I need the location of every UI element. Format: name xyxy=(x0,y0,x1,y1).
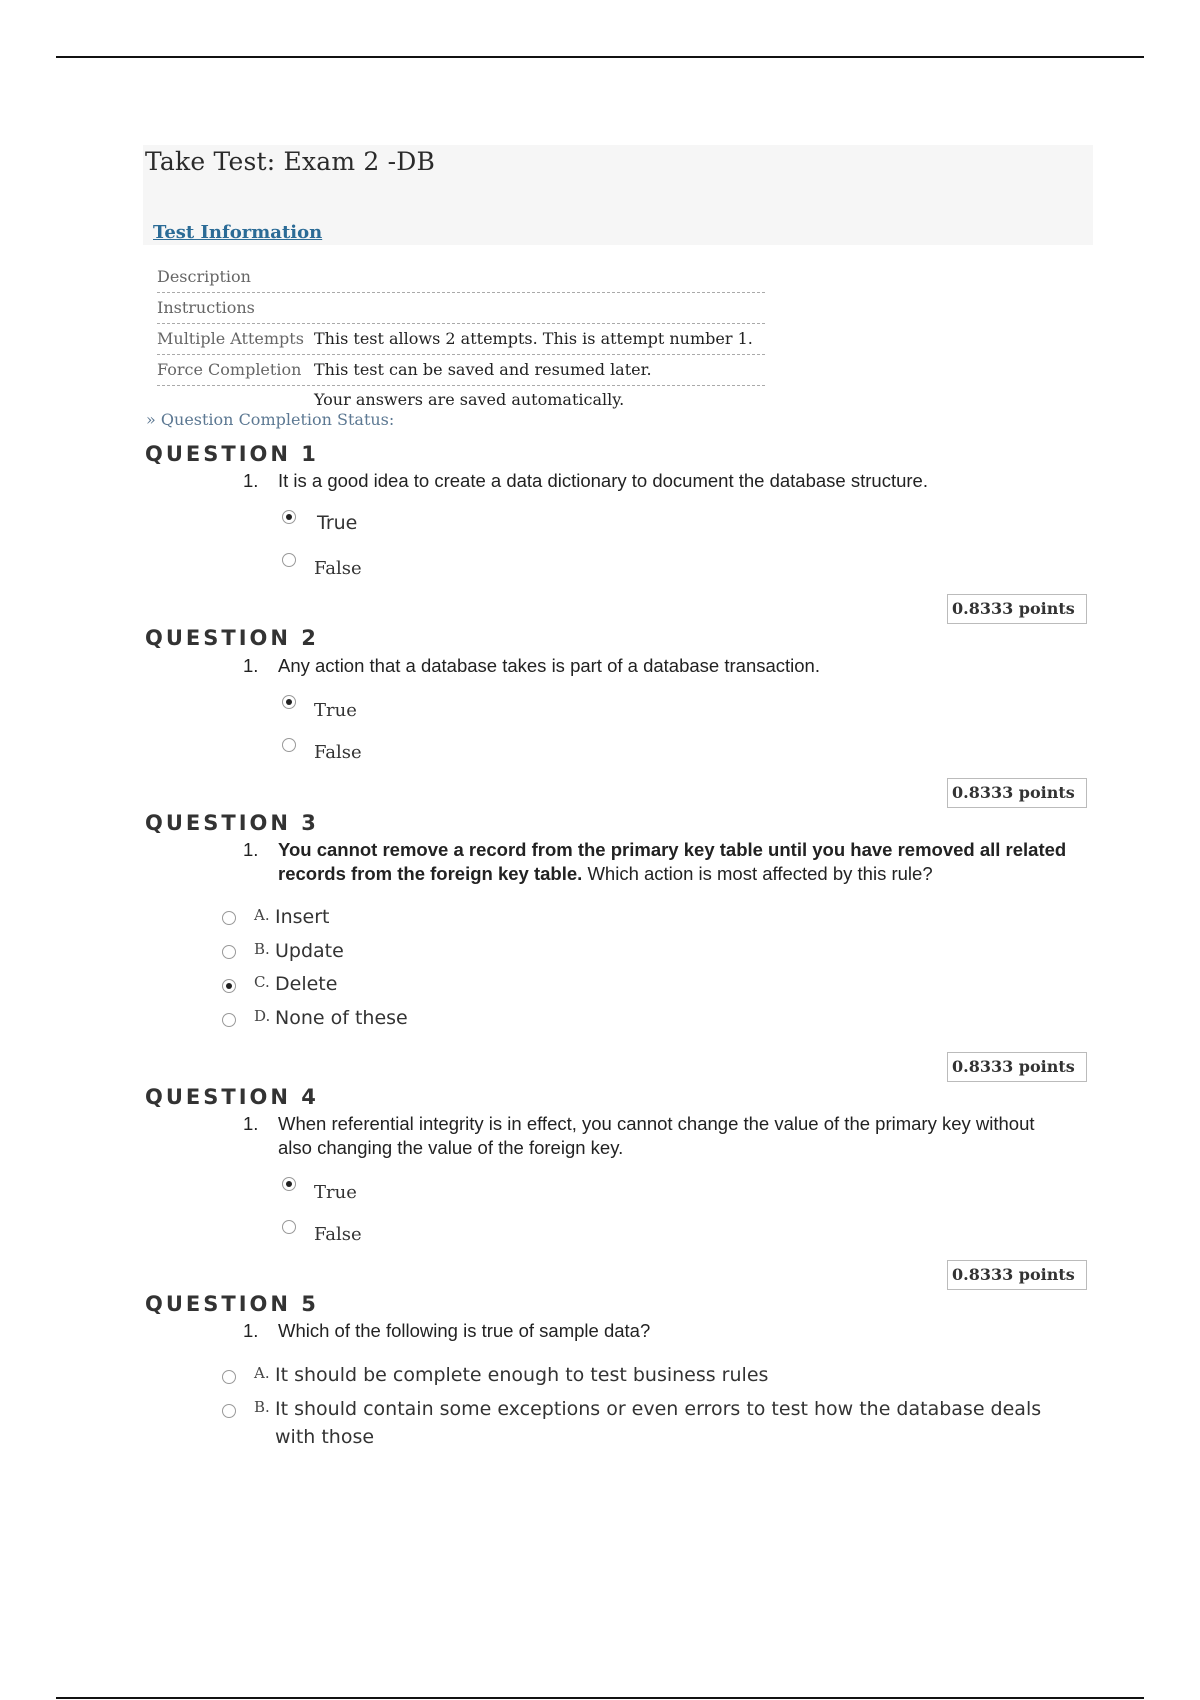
multiple-attempts-value: This test allows 2 attempts. This is attempt number 1. xyxy=(314,329,753,348)
q1-option-false-radio[interactable] xyxy=(282,553,296,567)
q3-option-a-radio[interactable] xyxy=(222,911,236,925)
q1-option-false-label: False xyxy=(314,558,362,579)
page-title: Take Test: Exam 2 -DB xyxy=(145,147,436,176)
q4-option-true-radio[interactable] xyxy=(282,1177,296,1191)
force-completion-value: This test can be saved and resumed later. xyxy=(314,360,652,379)
q5-option-b-letter: B. xyxy=(254,1398,270,1416)
question-5-heading: QUESTION 5 xyxy=(145,1292,319,1316)
q2-option-true-label: True xyxy=(314,700,357,721)
q3-option-d-letter: D. xyxy=(254,1007,271,1025)
instructions-label: Instructions xyxy=(157,298,255,317)
info-row-multiple-attempts xyxy=(157,324,765,355)
q3-option-a-label: Insert xyxy=(275,906,330,928)
multiple-attempts-label: Multiple Attempts xyxy=(157,329,304,348)
q3-option-b-radio[interactable] xyxy=(222,945,236,959)
question-1-heading: QUESTION 1 xyxy=(145,442,319,466)
question-number: 1. xyxy=(243,470,259,491)
q2-points-badge: 0.8333 points xyxy=(947,778,1087,808)
q1-points-badge: 0.8333 points xyxy=(947,594,1087,624)
info-row-description xyxy=(157,262,765,293)
q4-points-badge: 0.8333 points xyxy=(947,1260,1087,1290)
double-chevron-down-icon: » xyxy=(146,410,156,429)
info-row-force-completion xyxy=(157,355,765,386)
autosave-note: Your answers are saved automatically. xyxy=(314,390,625,409)
q5-option-b-label: It should contain some exceptions or even errors to test how the database deals with those xyxy=(275,1398,1042,1448)
question-4-heading: QUESTION 4 xyxy=(145,1085,319,1109)
question-body: It is a good idea to create a data dictionary to document the database structure. xyxy=(278,470,928,491)
question-number: 1. xyxy=(243,655,259,676)
question-completion-status-toggle[interactable] xyxy=(146,410,394,429)
question-3-heading: QUESTION 3 xyxy=(145,811,319,835)
top-rule xyxy=(56,56,1144,58)
q3-option-b-letter: B. xyxy=(254,940,270,958)
q2-option-true-radio[interactable] xyxy=(282,695,296,709)
question-number: 1. xyxy=(243,1320,259,1341)
bottom-rule xyxy=(56,1697,1144,1699)
question-body: When referential integrity is in effect, you cannot change the value of the primary key without also changing the value of the foreign key. xyxy=(278,1113,1035,1158)
question-body: Which of the following is true of sample data? xyxy=(278,1320,651,1341)
q3-option-c-radio[interactable] xyxy=(222,979,236,993)
q3-option-b-label: Update xyxy=(275,940,344,962)
q3-option-d-radio[interactable] xyxy=(222,1013,236,1027)
test-information-link[interactable]: Test Information xyxy=(153,222,323,243)
q3-points-badge: 0.8333 points xyxy=(947,1052,1087,1082)
question-bold-text: You cannot remove a record from the primary key table until you have removed all related records from the foreign key table. xyxy=(278,839,1067,884)
q1-option-true-radio[interactable] xyxy=(282,510,296,524)
description-label: Description xyxy=(157,267,251,286)
question-body xyxy=(278,838,1078,886)
question-2-heading: QUESTION 2 xyxy=(145,626,319,650)
q1-option-true-label: True xyxy=(317,512,358,534)
q5-option-a-radio[interactable] xyxy=(222,1370,236,1384)
q4-option-true-label: True xyxy=(314,1182,357,1203)
force-completion-label: Force Completion xyxy=(157,360,302,379)
q5-option-a-label: It should be complete enough to test business rules xyxy=(275,1364,769,1386)
info-row-instructions xyxy=(157,293,765,324)
q4-option-false-label: False xyxy=(314,1224,362,1245)
q2-option-false-radio[interactable] xyxy=(282,738,296,752)
q3-option-c-label: Delete xyxy=(275,973,338,995)
q5-option-a-letter: A. xyxy=(254,1364,270,1382)
q3-option-d-label: None of these xyxy=(275,1007,408,1029)
q3-option-a-letter: A. xyxy=(254,906,270,924)
q3-option-c-letter: C. xyxy=(254,973,270,991)
question-number: 1. xyxy=(243,1113,259,1134)
question-body: Any action that a database takes is part of a database transaction. xyxy=(278,655,820,676)
question-rest-text: Which action is most affected by this rule? xyxy=(582,863,933,884)
completion-status-label: Question Completion Status: xyxy=(160,410,395,429)
test-information-table xyxy=(157,262,765,416)
q4-option-false-radio[interactable] xyxy=(282,1220,296,1234)
q5-option-b-radio[interactable] xyxy=(222,1404,236,1418)
question-number: 1. xyxy=(243,839,259,860)
q2-option-false-label: False xyxy=(314,742,362,763)
